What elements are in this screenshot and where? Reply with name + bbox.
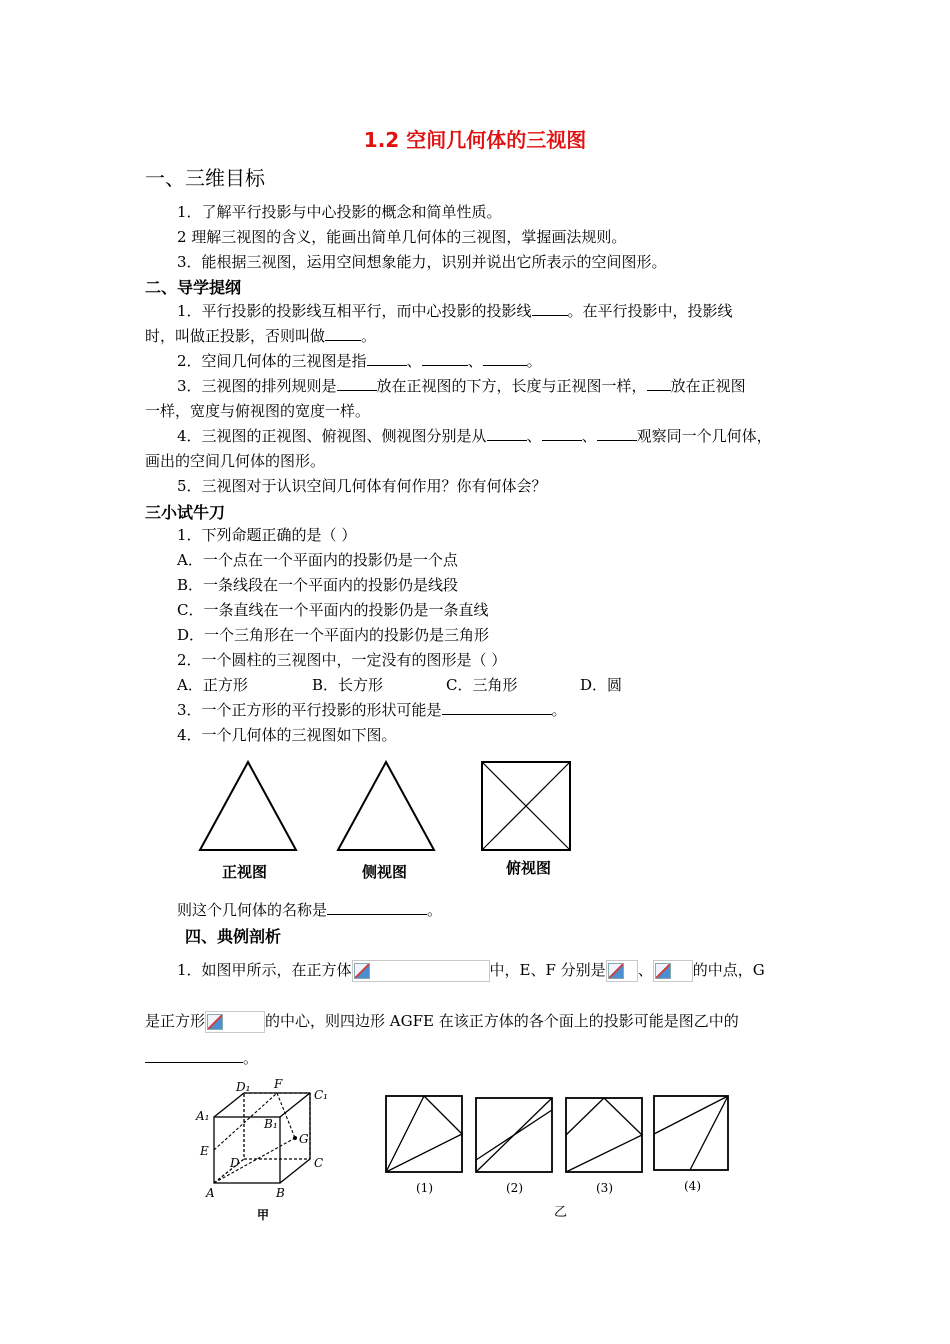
answer-blank[interactable]	[542, 425, 582, 441]
answer-blank[interactable]	[597, 425, 637, 441]
objective-2: 2 理解三视图的含义，能画出简单几何体的三视图，掌握画法规则。	[177, 228, 627, 246]
example-line1: 1．如图甲所示，在正方体 中，E、F 分别是 、 的中点，G	[177, 959, 765, 982]
label-A1: A₁	[196, 1109, 210, 1123]
quiz-q2-option-b: B．长方形	[312, 676, 384, 694]
projection-3-label: (3)	[596, 1181, 613, 1195]
guide-q1-line2: 时，叫做正投影，否则叫做 。	[145, 327, 377, 345]
guide-q4-line2: 画出的空间几何体的图形。	[145, 452, 326, 470]
label-C: C	[314, 1156, 324, 1170]
quiz-q1: 1．下列命题正确的是（ ）	[177, 526, 357, 544]
answer-blank[interactable]	[442, 699, 552, 715]
label-C1: C₁	[314, 1088, 328, 1102]
projection-1-square	[386, 1096, 462, 1172]
quiz-q1-option-c: C．一条直线在一个平面内的投影仍是一条直线	[177, 601, 489, 619]
segment-AG	[214, 1138, 295, 1183]
broken-image-icon	[205, 1011, 265, 1033]
figure-jia-label: 甲	[257, 1208, 270, 1222]
figure-yi-projections	[378, 1080, 738, 1220]
guide-q2: 2．空间几何体的三视图是指 、 、 。	[177, 352, 542, 370]
projection-3-line	[566, 1098, 604, 1135]
label-E: E	[200, 1144, 209, 1158]
side-view-triangle	[338, 762, 434, 850]
section-1-heading: 一、三维目标	[145, 166, 265, 190]
quiz-q3: 3．一个正方形的平行投影的形状可能是 。	[177, 701, 567, 719]
projection-3-line	[566, 1135, 642, 1172]
objective-3: 3．能根据三视图，运用空间想象能力，识别并说出它所表示的空间图形。	[177, 253, 667, 271]
cube-figure-jia	[190, 1075, 350, 1225]
answer-blank[interactable]	[532, 300, 568, 316]
answer-blank[interactable]	[325, 325, 361, 341]
section-4-heading: 四、典例剖析	[185, 927, 282, 946]
top-view-label: 俯视图	[506, 859, 552, 877]
cube-edge	[280, 1093, 310, 1117]
figure-yi-label: 乙	[554, 1205, 568, 1220]
projection-1-label: (1)	[416, 1181, 433, 1195]
label-G: G	[299, 1132, 309, 1146]
projection-2-label: (2)	[506, 1181, 523, 1195]
quiz-q4: 4．一个几何体的三视图如下图。	[177, 726, 397, 744]
label-B: B	[276, 1186, 285, 1200]
quiz-q1-option-b: B．一条线段在一个平面内的投影仍是线段	[177, 576, 459, 594]
section-2-heading: 二、导学提纲	[145, 278, 242, 297]
guide-q5: 5．三视图对于认识空间几何体有何作用？你有何体会？	[177, 477, 547, 495]
guide-q4-line1: 4．三视图的正视图、俯视图、侧视图分别是从 、 、 观察同一个几何体，	[177, 427, 772, 445]
projection-4-square	[654, 1096, 728, 1170]
side-view-label: 侧视图	[362, 863, 408, 881]
broken-image-icon	[606, 960, 638, 982]
label-D1: D₁	[236, 1080, 251, 1094]
answer-blank[interactable]	[483, 350, 527, 366]
projection-3-line	[604, 1098, 642, 1135]
quiz-q1-option-d: D．一个三角形在一个平面内的投影仍是三角形	[177, 626, 490, 644]
label-F: F	[274, 1077, 283, 1091]
quiz-q2-option-c: C．三角形	[446, 676, 518, 694]
projection-3-square	[566, 1098, 642, 1172]
objective-1: 1．了解平行投影与中心投影的概念和简单性质。	[177, 203, 502, 221]
label-D: D	[230, 1156, 240, 1170]
quiz-q4-answer: 则这个几何体的名称是 。	[177, 901, 443, 919]
answer-blank[interactable]	[647, 375, 671, 391]
front-view-label: 正视图	[222, 863, 268, 881]
projection-1-line	[386, 1134, 462, 1172]
answer-blank[interactable]	[422, 350, 468, 366]
projection-1-line	[424, 1096, 462, 1134]
page-title: 1.2 空间几何体的三视图	[363, 128, 587, 152]
cube-edge	[280, 1159, 310, 1183]
quiz-q1-option-a: A．一个点在一个平面内的投影仍是一个点	[177, 551, 458, 569]
section-3-heading: 三小试牛刀	[145, 503, 226, 522]
quiz-q2-option-a: A．正方形	[177, 676, 248, 694]
answer-blank[interactable]	[337, 375, 377, 391]
broken-image-icon	[352, 960, 490, 982]
cube-edge	[214, 1093, 244, 1117]
answer-blank[interactable]	[145, 1047, 243, 1063]
answer-blank[interactable]	[327, 899, 427, 915]
answer-blank[interactable]	[487, 425, 527, 441]
answer-blank[interactable]	[367, 350, 407, 366]
example-line2: 是正方形 的中心，则四边形 AGFE 在该正方体的各个面上的投影可能是图乙中的	[145, 1010, 739, 1033]
point-G	[293, 1136, 297, 1140]
projection-2-line	[476, 1098, 552, 1172]
label-A: A	[206, 1186, 215, 1200]
projection-4-label: (4)	[684, 1179, 701, 1193]
label-B1: B₁	[264, 1117, 278, 1131]
guide-q3-line1: 3．三视图的排列规则是 放在正视图的下方，长度与正视图一样， 放在正视图	[177, 377, 746, 395]
guide-q3-line2: 一样，宽度与俯视图的宽度一样。	[145, 402, 371, 420]
projection-1-line	[386, 1096, 424, 1172]
example-line3: 。	[145, 1047, 258, 1069]
front-view-triangle	[200, 762, 296, 850]
projection-4-line	[654, 1096, 728, 1134]
broken-image-icon	[653, 960, 693, 982]
guide-q1-line1: 1．平行投影的投影线互相平行，而中心投影的投影线 。在平行投影中，投影线	[177, 302, 733, 320]
quiz-q2: 2．一个圆柱的三视图中，一定没有的图形是（ ）	[177, 651, 507, 669]
projection-4-line	[690, 1096, 728, 1170]
quiz-q2-option-d: D．圆	[580, 676, 623, 694]
